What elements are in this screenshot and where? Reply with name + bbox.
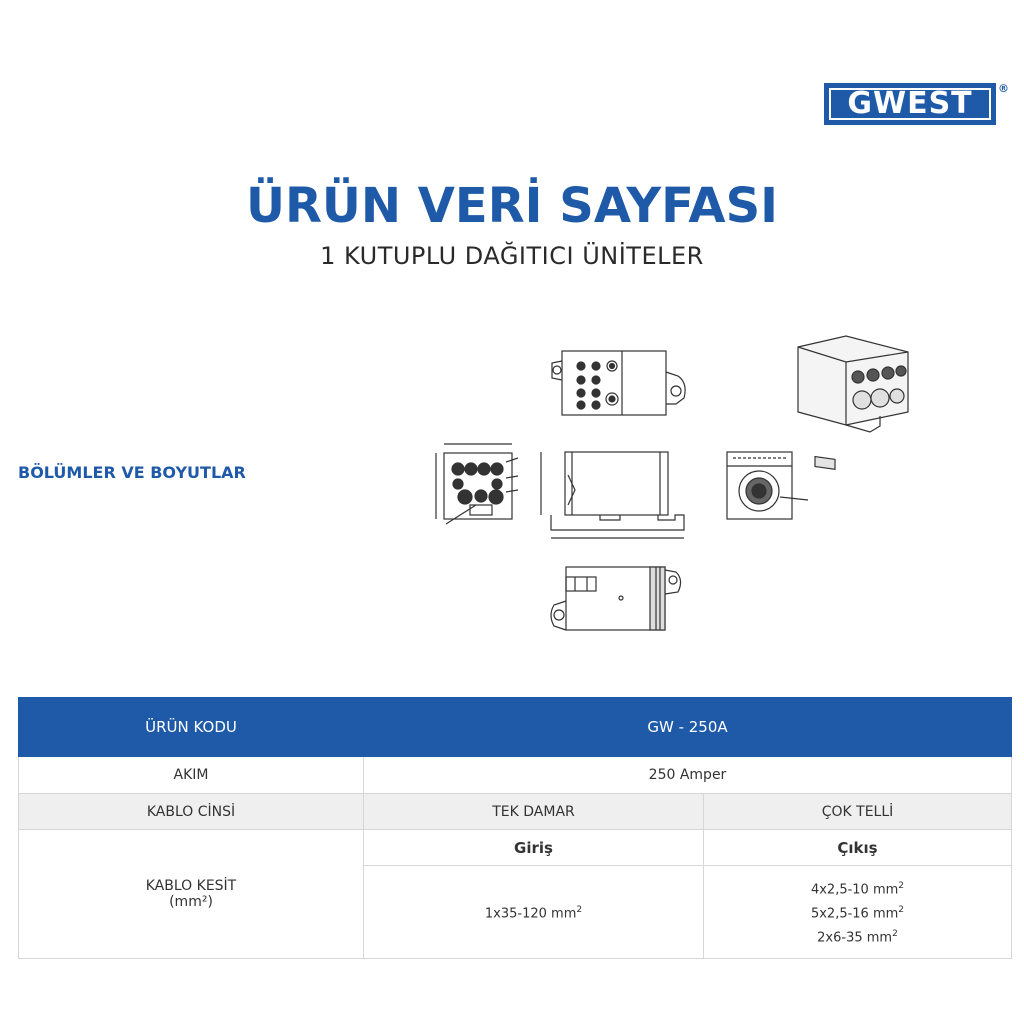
kablo-cinsi-label: KABLO CİNSİ bbox=[19, 794, 364, 830]
superscript: 2 bbox=[898, 880, 905, 891]
isometric-view-drawing-icon bbox=[798, 336, 908, 469]
logo-text: GWEST bbox=[847, 86, 973, 121]
cikis-value: 5x2,5-16 mm bbox=[810, 906, 899, 922]
cikis-label: Çıkış bbox=[704, 830, 1012, 866]
kablo-cinsi-tek-damar: TEK DAMAR bbox=[364, 794, 704, 830]
end-view-drawing-icon bbox=[727, 452, 808, 519]
cikis-value-line bbox=[704, 876, 1011, 900]
col-header-model: GW - 250A bbox=[364, 698, 1012, 757]
cikis-value-line bbox=[704, 924, 1011, 948]
registered-mark: ® bbox=[998, 82, 1009, 95]
bottom-view-drawing-icon bbox=[551, 567, 681, 630]
kablo-kesit-cell bbox=[19, 830, 364, 959]
cikis-value: 4x2,5-10 mm bbox=[810, 881, 899, 897]
table-row bbox=[19, 794, 1012, 830]
col-header-product-code: ÜRÜN KODU bbox=[19, 698, 364, 757]
table-row bbox=[19, 830, 1012, 866]
top-view-drawing-icon bbox=[552, 351, 685, 415]
superscript: 2 bbox=[892, 929, 898, 940]
page-subtitle: 1 KUTUPLU DAĞITICI ÜNİTELER bbox=[320, 242, 704, 270]
kablo-cinsi-cok-telli: ÇOK TELLİ bbox=[704, 794, 1012, 830]
cikis-value-line bbox=[704, 900, 1011, 924]
akim-label: AKIM bbox=[19, 757, 364, 794]
kablo-kesit-label: KABLO KESİT bbox=[145, 878, 237, 894]
giris-label: Giriş bbox=[364, 830, 704, 866]
table-row bbox=[19, 757, 1012, 794]
front-view-drawing-icon bbox=[436, 444, 518, 524]
akim-value: 250 Amper bbox=[364, 757, 1012, 794]
section-label: BÖLÜMLER VE BOYUTLAR bbox=[18, 463, 246, 482]
superscript: 2 bbox=[898, 904, 905, 915]
cikis-value: 2x6-35 mm bbox=[817, 930, 893, 946]
table-header-row bbox=[19, 698, 1012, 757]
cikis-value-cell bbox=[704, 866, 1012, 959]
page-title: ÜRÜN VERİ SAYFASI bbox=[245, 178, 778, 234]
giris-value: 1x35-120 mm bbox=[484, 906, 577, 922]
side-view-drawing-icon bbox=[541, 452, 684, 538]
spec-table bbox=[18, 697, 1012, 959]
superscript: 2 bbox=[576, 904, 583, 915]
giris-value-cell bbox=[364, 866, 704, 959]
kablo-kesit-unit: (mm²) bbox=[169, 894, 213, 910]
